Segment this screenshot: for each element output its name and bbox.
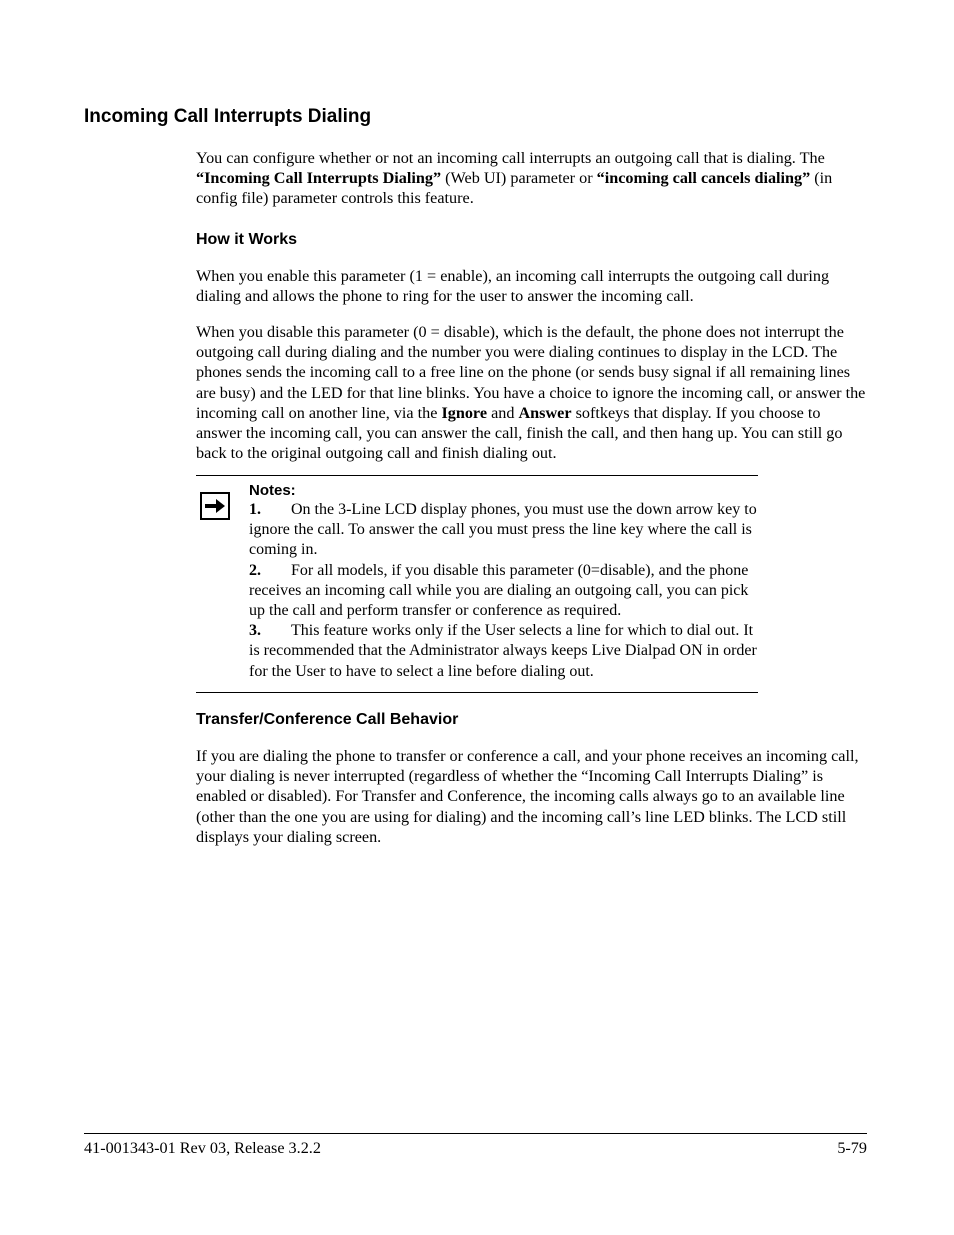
intro-paragraph: You can configure whether or not an incoming call interrupts an outgoing call that is dialing. The “Incoming Call Interrupts Dialing” (Web UI) parameter or “incoming call cancels dialing” (in config file) parameter controls this feature. — [196, 149, 833, 208]
footer-divider — [84, 1133, 867, 1134]
notes-content — [249, 482, 757, 682]
note-item — [249, 561, 757, 622]
how-it-works-heading: How it Works — [196, 231, 298, 248]
note-number: 3. — [249, 622, 261, 640]
arrow-right-icon — [200, 492, 230, 520]
how-it-works-paragraph-2: When you disable this parameter (0 = disable), which is the default, the phone does not interrupt the outgoing call during dialing and the number you were dialing continues to display in the LCD. The phones sends the incoming call to a free line on the phone (or sends busy signal if all remaining lines are busy) and the LED for that line blinks. You have a choice to ignore the incoming call, or answer the incoming call on another line, via the Ignore and Answer softkeys that display. If you choose to answer the incoming call, you can answer the call, finish the call, and then hang up. You can still go back to the original outgoing call and finish dialing out. — [196, 323, 866, 463]
how-it-works-paragraph-1: When you enable this parameter (1 = enable), an incoming call interrupts the outgoing call during dialing and allows the phone to ring for the user to answer the incoming call. — [196, 267, 830, 306]
note-text: On the 3-Line LCD display phones, you must use the down arrow key to ignore the call. To answer the call you must press the line key where the call is coming in. — [249, 501, 757, 559]
note-text: This feature works only if the User selects a line for which to dial out. It is recommended that the Administrator always keeps Live Dialpad ON in order for the User to have to select a line before dialing out. — [249, 622, 757, 680]
notes-label: Notes: — [249, 482, 296, 499]
footer-page-number: 5-79 — [837, 1139, 867, 1157]
note-item — [249, 621, 757, 682]
notes-box — [196, 475, 758, 693]
note-number: 1. — [249, 501, 261, 518]
note-item — [249, 500, 757, 561]
note-text: For all models, if you disable this parameter (0=disable), and the phone receives an incoming call while you are dialing an outgoing call, you can pick up the call and perform transfer or conference as required. — [249, 561, 749, 620]
footer-document-id: 41-001343-01 Rev 03, Release 3.2.2 — [84, 1139, 321, 1157]
section-title: Incoming Call Interrupts Dialing — [84, 106, 372, 127]
transfer-conference-heading: Transfer/Conference Call Behavior — [196, 711, 459, 728]
note-number: 2. — [249, 561, 261, 579]
transfer-conference-paragraph: If you are dialing the phone to transfer or conference a call, and your phone receives an incoming call, your dialing is never interrupted (regardless of whether the “Incoming Call Interrupts Dialing” is enabled or disabled). For Transfer and Conference, the incoming calls always go to an available line (other than the one you are using for dialing) and the incoming call’s line LED blinks. The LCD still displays your dialing screen. — [196, 747, 859, 846]
